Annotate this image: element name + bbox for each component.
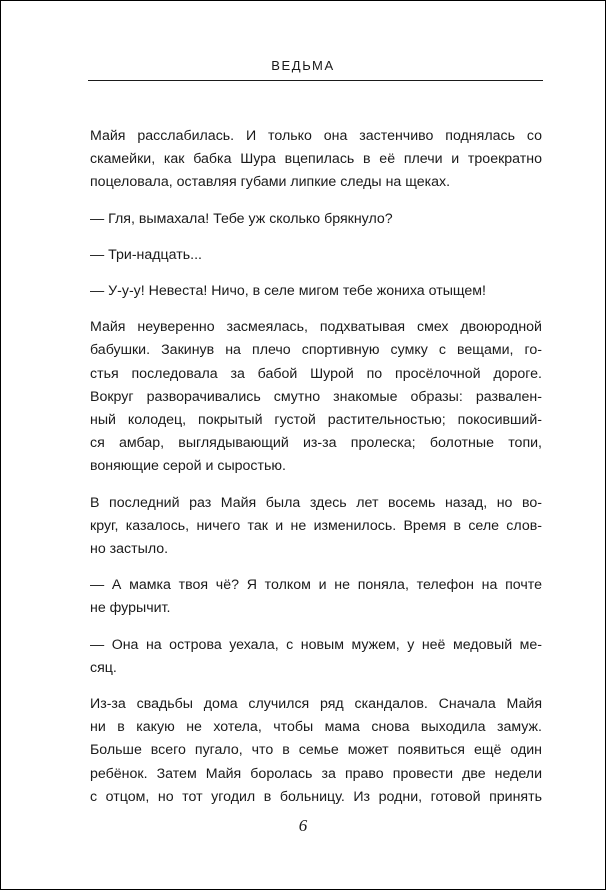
paragraph (90, 693, 542, 809)
paragraph (90, 244, 542, 267)
text-line: — Гля, вымахала! Тебе уж сколько брякнуло? (90, 210, 393, 227)
text-line: — Она на острова уехала, с новым мужем, у неё медовый ме- (90, 636, 542, 653)
text-line: поцеловала, оставляя губами липкие следы на щеках. (90, 174, 451, 191)
paragraph (90, 634, 542, 680)
paragraph (90, 316, 542, 478)
text-line: Майя расслабилась. И только она застенчиво поднялась со (90, 128, 542, 144)
text-line: Из-за свадьбы дома случился ряд скандалов. Сначала Майя (90, 696, 542, 713)
paragraph (90, 280, 542, 303)
text-line: Больше всего пугало, что в семье может появиться ещё один (90, 742, 542, 759)
text-line: ся амбар, выглядывающий из-за пролеска; болотные топи, (90, 435, 542, 452)
text-line: — Три-надцать... (90, 246, 202, 263)
body-text (90, 125, 542, 809)
header-rule (88, 80, 543, 81)
text-line: Майя неуверенно засмеялась, подхватывая смех двоюродной (90, 319, 542, 336)
text-line: но застыло. (90, 541, 169, 558)
paragraph (90, 574, 542, 620)
page-number: 6 (298, 816, 308, 835)
text-line: с отцом, но тот угодил в больницу. Из родни, готовой принять (90, 788, 542, 805)
text-line: не фурычит. (90, 600, 171, 617)
text-line: круг, казалось, ничего так и не изменилось. Время в селе слов- (90, 517, 542, 534)
text-line: стья последовала за бабой Шурой по просёлочной дороге. (90, 365, 542, 382)
text-line: — У-у-у! Невеста! Ничо, в селе мигом тебе жониха отыщем! (90, 283, 486, 300)
running-header: ВЕДЬМА (271, 58, 335, 73)
paragraph (90, 208, 542, 231)
text-line: скамейки, как бабка Шура вцепилась в её плечи и троекратно (90, 151, 542, 168)
text-line: — А мамка твоя чё? Я толком и не поняла, телефон на почте (90, 577, 542, 594)
paragraph (90, 492, 542, 562)
text-line: бабушки. Закинув на плечо спортивную сумку с вещами, го- (90, 342, 542, 359)
text-line: ни в какую не хотела, чтобы мама снова выходила замуж. (90, 719, 542, 736)
text-line: воняющие серой и сыростью. (90, 458, 286, 475)
text-line: В последний раз Майя была здесь лет восемь назад, но во- (90, 494, 542, 511)
text-line: ребёнок. Затем Майя боролась за право провести две недели (90, 765, 542, 782)
text-line: сяц. (90, 659, 117, 676)
text-line: Вокруг разворачивались смутно знакомые образы: развален- (90, 388, 542, 405)
text-line: ный колодец, покрытый густой растительностью; покосивший- (90, 412, 542, 429)
paragraph (90, 125, 542, 195)
